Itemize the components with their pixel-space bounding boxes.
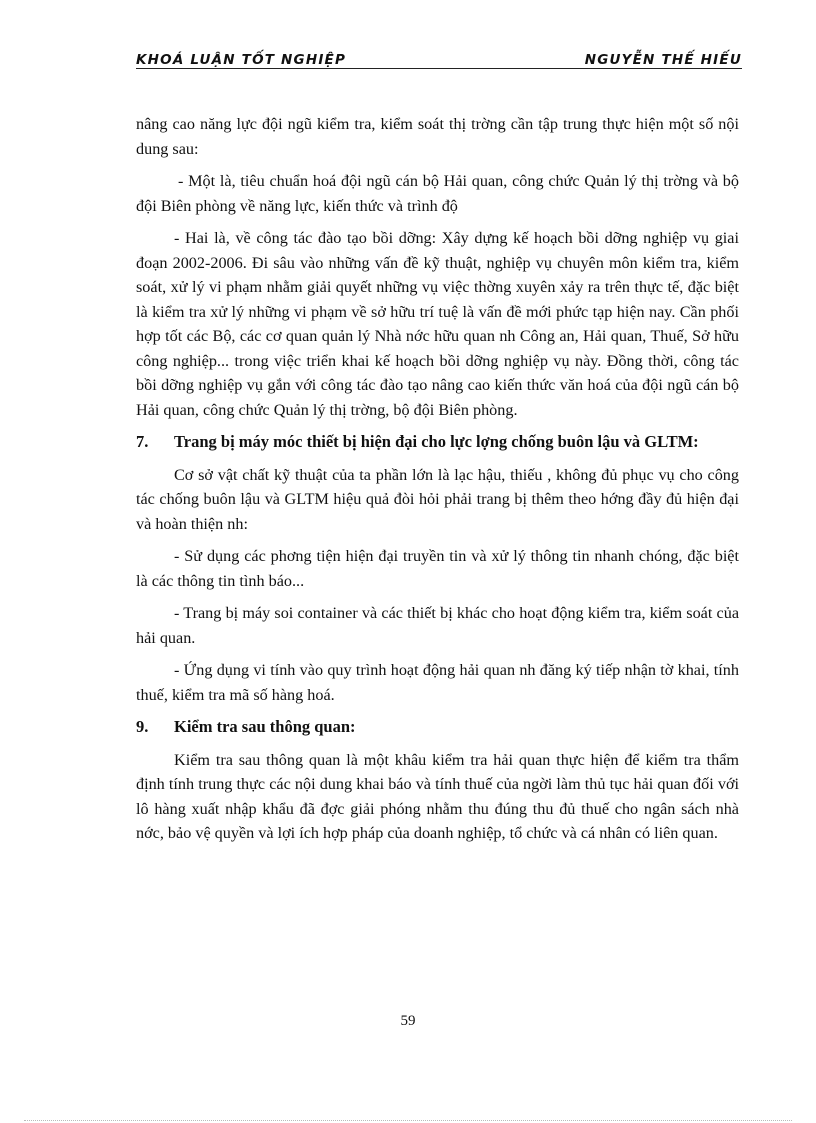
section-title: Kiểm tra sau thông quan: <box>174 717 356 736</box>
paragraph-equipment: Cơ sở vật chất kỹ thuật của ta phần lớn là lạc hậu, thiếu , không đủ phục vụ cho công tác chống buôn lậu và GLTM hiệu quả đòi hỏi phải trang bị thêm theo hớng đầy đủ hiện đại và hoàn thiện nh: <box>136 465 739 533</box>
paragraph-item-1: - Một là, tiêu chuẩn hoá đội ngũ cán bộ Hải quan, công chức Quản lý thị trờng và bộ đội Biên phòng về năng lực, kiến thức và trình độ <box>136 172 739 215</box>
page-header <box>136 52 742 74</box>
paragraph-intro: nâng cao năng lực đội ngũ kiểm tra, kiểm soát thị trờng cần tập trung thực hiện một số nội dung sau: <box>136 115 739 158</box>
section-heading-7 <box>136 430 739 455</box>
header-title: KHOÁ LUẬN TỐT NGHIỆP <box>136 52 347 68</box>
bottom-dotted-divider <box>24 1120 792 1121</box>
header-author: NGUYỄN THẾ HIẾU <box>584 52 742 68</box>
paragraph-post-clearance: Kiểm tra sau thông quan là một khâu kiểm tra hải quan thực hiện để kiểm tra thẩm định tính trung thực các nội dung khai báo và tính thuế của ngời làm thủ tục hải quan đối với lô hàng xuất nhập khẩu đã đợc giải phóng nhằm thu đúng thu đủ thuế cho ngân sách nhà nớc, bảo vệ quyền và lợi ích hợp pháp của doanh nghiệp, tổ chức và cá nhân có liên quan. <box>136 750 739 842</box>
paragraph-equipment-3: - Ứng dụng vi tính vào quy trình hoạt động hải quan nh đăng ký tiếp nhận tờ khai, tính thuế, kiểm tra mã số hàng hoá. <box>136 661 739 704</box>
section-title: Trang bị máy móc thiết bị hiện đại cho lực lợng chống buôn lậu và GLTM: <box>174 432 699 451</box>
page-number: 59 <box>400 1013 416 1029</box>
paragraph-item-2: - Hai là, về công tác đào tạo bồi dỡng: Xây dựng kế hoạch bồi dỡng nghiệp vụ giai đoạn 2002-2006. Đi sâu vào những vấn đề kỹ thuật, nghiệp vụ chuyên môn kiểm tra, kiểm soát, xử lý vi phạm nhằm giải quyết những vụ việc thờng xuyên xảy ra trên thực tế, đặc biệt là kiểm tra xử lý những vi phạm về sở hữu trí tuệ là vấn đề mới phức tạp hiện nay. Cần phối hợp tốt các Bộ, các cơ quan quản lý Nhà nớc hữu quan nh Công an, Hải quan, Thuế, Sở hữu công nghiệp... trong việc triển khai kế hoạch bồi dỡng nghiệp vụ này. Đồng thời, công tác bồi dỡng nghiệp vụ gắn với công tác đào tạo nâng cao kiến thức văn hoá của đội ngũ cán bộ Hải quan, công chức Quản lý thị trờng, bộ đội Biên phòng. <box>136 229 739 419</box>
paragraph-equipment-2: - Trang bị máy soi container và các thiết bị khác cho hoạt động kiểm tra, kiểm soát của hải quan. <box>136 604 739 647</box>
section-number: 7. <box>136 432 149 451</box>
paragraph-equipment-1: - Sử dụng các phơng tiện hiện đại truyền tin và xử lý thông tin nhanh chóng, đặc biệt là các thông tin tình báo... <box>136 547 739 590</box>
header-rule <box>136 68 742 69</box>
section-heading-9 <box>136 715 739 740</box>
section-number: 9. <box>136 717 149 736</box>
document-body <box>136 112 739 854</box>
